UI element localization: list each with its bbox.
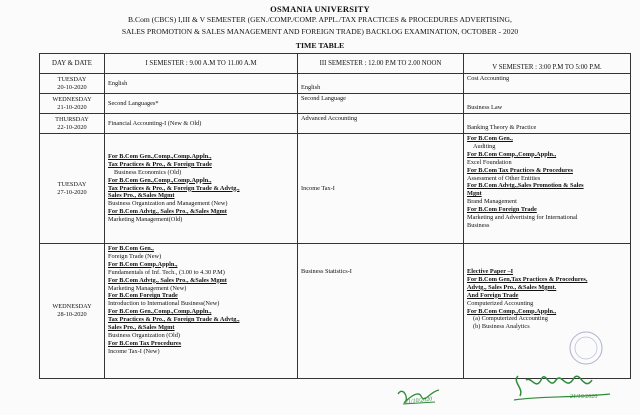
- sem3-cell: [298, 74, 464, 94]
- col-day-date: DAY & DATE: [40, 54, 105, 74]
- subject: Second Language: [301, 95, 346, 102]
- subject-line: (a) Computerized Accounting: [473, 315, 548, 323]
- subject-line: And Foreign Trade: [467, 291, 519, 299]
- subject-line: For B.Com Gen,Tax Practices & Procedures,: [467, 275, 588, 283]
- subject-line: Assessment of Other Entities: [467, 174, 541, 182]
- subject-line: For B.Com Advtg., Sales Pro., &Sales Mgmt: [108, 208, 227, 216]
- subject-line: For B.Com Gen.,: [467, 135, 513, 142]
- subject-line: Excel Foundation: [467, 158, 512, 166]
- subject-line: (b) Business Analytics: [473, 323, 530, 331]
- subject-line: For B.Com Foreign Trade: [108, 292, 178, 300]
- subject-line: For B.Com Gen.,: [108, 245, 154, 252]
- subject-line: For B.Com Gen.,Comp.,Comp.Appln.,: [108, 308, 212, 316]
- day: TUESDAY: [57, 180, 87, 188]
- subject-line: Business Organization and Management (New): [108, 200, 228, 208]
- day: WEDNESDAY: [52, 303, 92, 311]
- subject-line: Introduction to International Business(New): [108, 300, 220, 308]
- date: 20-10-2020: [57, 83, 87, 91]
- sem1-cell: [105, 114, 298, 134]
- day: TUESDAY: [57, 75, 87, 83]
- subject-line: For B.Com Advtg.,Sales Promotion & Sales: [467, 182, 584, 190]
- exam-title-line2: SALES PROMOTION & SALES MANAGEMENT AND FOREIGN TRADE) BACKLOG EXAMINATION, OCTOBER - 2020: [121, 27, 519, 36]
- subject-line: Brand Management: [467, 198, 517, 206]
- time-table-heading: TIME TABLE: [295, 41, 345, 50]
- subject-line: For B.Com Gen.,Comp.,Comp.Appln.,: [108, 176, 212, 184]
- col-sem3: III SEMESTER : 12.00 P.M TO 2.00 NOON: [298, 54, 464, 74]
- subject-line: Income Tax-I (New): [108, 347, 160, 355]
- subject-line: Tax Practices & Pro., & Foreign Trade & Advtg.,: [108, 184, 240, 192]
- col-sem5: V SEMESTER : 3:00 P.M TO 5:00 P.M.: [464, 54, 631, 74]
- day-date-cell: [40, 74, 105, 94]
- day-date-cell: [40, 114, 105, 134]
- subject: Second Languages*: [108, 99, 159, 107]
- day: THURSDAY: [55, 115, 89, 123]
- subject-line: Marketing and Advertising for International: [467, 214, 578, 222]
- sem3-cell: [298, 94, 464, 114]
- sem5-cell: [464, 94, 631, 114]
- subject-line: Business Economics (Old): [114, 168, 182, 176]
- subject-line: For B.Com Advtg., Sales Pro., &Sales Mgmt: [108, 276, 227, 284]
- subject: Advanced Accounting: [301, 115, 358, 122]
- university-title: OSMANIA UNIVERSITY: [270, 4, 370, 14]
- subject-line: For B.Com Comp.,Comp.Appln.,: [467, 307, 557, 315]
- table-header-row: [40, 54, 631, 74]
- table-row: [40, 244, 631, 379]
- sem5-cell: [464, 114, 631, 134]
- subject: Cost Accounting: [467, 75, 510, 82]
- subject-line: For B.Com Tax Procedures: [108, 339, 182, 347]
- day: WEDNESDAY: [52, 95, 92, 103]
- subject-line: Marketing Management(Old): [108, 216, 183, 224]
- sem1-cell: [105, 94, 298, 114]
- day-date-cell: [40, 134, 105, 244]
- date: 22-10-2020: [57, 123, 87, 131]
- subject-line: Sales Pro., &Sales Mgmt: [108, 324, 175, 332]
- exam-title-line1: B.Com (CBCS) I,III & V SEMESTER (GEN./COMP./COMP. APPL./TAX PRACTICES & PROCEDURES ADVERTISING,: [128, 15, 512, 24]
- subject-line: Mgnt: [467, 190, 482, 198]
- date: 27-10-2020: [57, 188, 87, 196]
- sem1-cell: [105, 244, 298, 379]
- subject-line: For B.Com Foreign Trade: [467, 206, 537, 214]
- subject-line: For B.Com Comp.Appln.,: [108, 260, 178, 268]
- subject-line: Auditing: [473, 142, 496, 150]
- subject-line: Computerized Accounting: [467, 299, 534, 307]
- sem1-cell: [105, 134, 298, 244]
- subject-line: Foreign Trade (New): [108, 252, 162, 260]
- subject: Banking Theory & Practice: [467, 124, 537, 132]
- stamp-seal-icon: [566, 330, 606, 366]
- signature-2-icon: [510, 366, 620, 406]
- subject-line: Advtg., Sales Pro., &Sales Mgmt.: [467, 283, 557, 291]
- sem5-cell: [464, 74, 631, 94]
- day-date-cell: [40, 94, 105, 114]
- subject-line: For B.Com Comp.,Comp.Appln.,: [467, 150, 557, 158]
- subject-line: Elective Paper –I: [467, 268, 514, 275]
- table-row: [40, 134, 631, 244]
- subject: English: [301, 84, 321, 92]
- signature-2-date: 21/10/2020: [570, 394, 598, 400]
- sem1-cell: [105, 74, 298, 94]
- subject: Financial Accounting-I (New & Old): [108, 119, 202, 127]
- subject-line: Fundamentals of Inf. Tech., (3.00 to 4.30 P.M): [108, 268, 225, 276]
- subject-line: Tax Practices & Pro., & Foreign Trade: [108, 160, 212, 168]
- subject: Income Tax-I: [301, 184, 335, 192]
- sem3-cell: [298, 114, 464, 134]
- signature-1-date: 21/10/2020: [404, 396, 433, 406]
- subject: Business Statistics-I: [301, 268, 352, 275]
- timetable: [39, 53, 631, 379]
- subject-line: Business: [467, 221, 490, 229]
- subject-line: For B.Com Gen.,Comp.,Comp.Appln.,: [108, 152, 212, 160]
- subject-line: For B.Com Tax Practices & Procedures: [467, 166, 573, 174]
- col-sem1: I SEMESTER : 9.00 A.M TO 11.00 A.M: [105, 54, 298, 74]
- sem3-cell: [298, 244, 464, 379]
- day-date-cell: [40, 244, 105, 379]
- sem5-cell: [464, 134, 631, 244]
- table-row: [40, 114, 631, 134]
- subject-line: Sales Pro., &Sales Mgmt: [108, 192, 175, 200]
- subject-line: Tax Practices & Pro., & Foreign Trade & Advtg.,: [108, 316, 240, 324]
- subject: English: [108, 79, 128, 87]
- sem3-cell: [298, 134, 464, 244]
- table-row: [40, 94, 631, 114]
- subject-line: Marketing Management (New): [108, 284, 187, 292]
- date: 21-10-2020: [57, 103, 87, 111]
- subject: Business Law: [467, 104, 503, 112]
- subject-line: Business Organization (Old): [108, 331, 180, 339]
- date: 28-10-2020: [57, 311, 87, 318]
- table-row: [40, 74, 631, 94]
